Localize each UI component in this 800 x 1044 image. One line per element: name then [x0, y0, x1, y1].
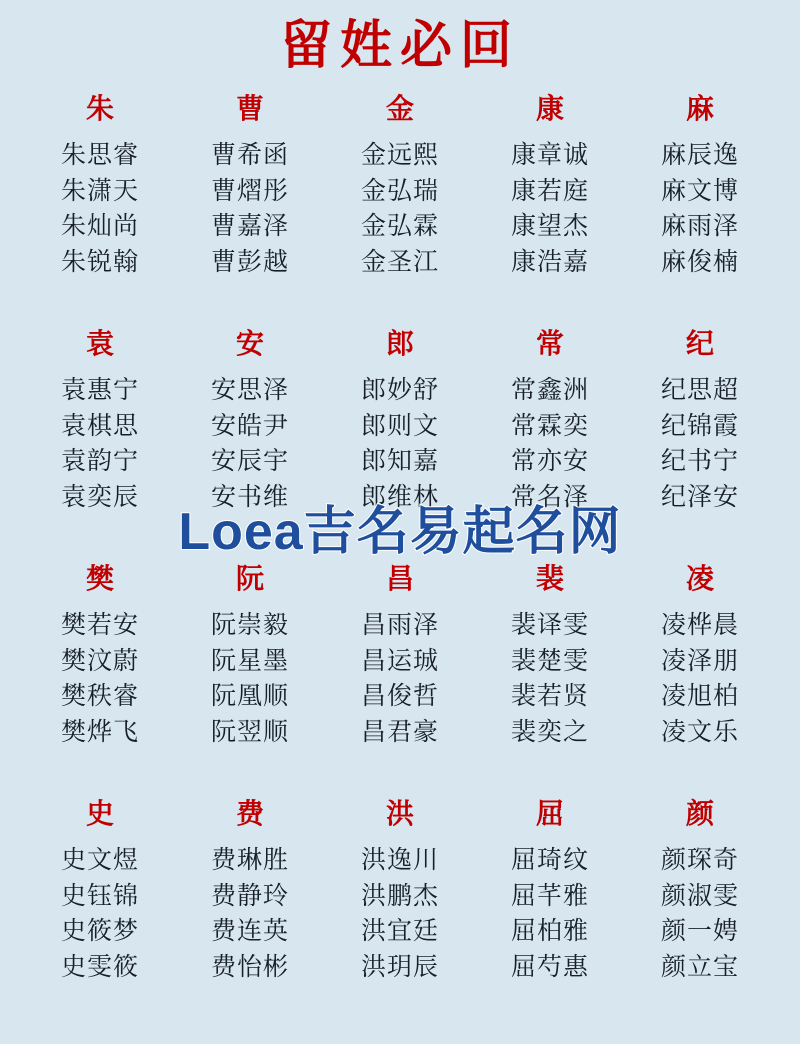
- list-item: 昌君豪: [360, 719, 439, 747]
- list-item: 常鑫洲: [510, 376, 589, 404]
- list-item: 费连英: [210, 918, 289, 946]
- list-item: 朱思睿: [60, 141, 139, 169]
- name-list: [180, 844, 320, 985]
- surname-heading: 金: [385, 94, 414, 126]
- list-item: 郎维林: [360, 484, 439, 512]
- name-list: [630, 844, 770, 985]
- surname-heading: 史: [85, 799, 114, 831]
- surname-group: [330, 563, 470, 798]
- list-item: 屈芊雅: [510, 882, 589, 910]
- list-item: 曹熠彤: [210, 177, 289, 205]
- list-item: 郎妙舒: [360, 376, 439, 404]
- name-list: [180, 609, 320, 750]
- list-item: 康望杰: [510, 213, 589, 241]
- list-item: 麻俊楠: [660, 249, 739, 277]
- name-list: [480, 844, 620, 985]
- list-item: 安辰宇: [210, 448, 289, 476]
- list-item: 纪书宁: [660, 448, 739, 476]
- surname-group: [180, 798, 320, 1033]
- list-item: 史筱梦: [60, 918, 139, 946]
- page-title: 留姓必回: [279, 18, 520, 75]
- surname-heading: 颜: [685, 799, 714, 831]
- surname-group: [30, 563, 170, 798]
- list-item: 颜一娉: [660, 918, 739, 946]
- surname-group: [480, 798, 620, 1033]
- surname-group: [630, 563, 770, 798]
- list-item: 安书维: [210, 484, 289, 512]
- list-item: 樊汶蔚: [60, 647, 139, 675]
- list-item: 颜淑雯: [660, 882, 739, 910]
- list-item: 史钰锦: [60, 882, 139, 910]
- list-item: 纪思超: [660, 376, 739, 404]
- list-item: 康浩嘉: [510, 249, 589, 277]
- surname-group: [330, 798, 470, 1033]
- list-item: 屈芍惠: [510, 954, 589, 982]
- list-item: 裴译雯: [510, 611, 589, 639]
- surname-group: [180, 93, 320, 328]
- surname-heading: 常: [535, 329, 564, 361]
- list-item: 纪泽安: [660, 484, 739, 512]
- list-item: 费琳胜: [210, 846, 289, 874]
- list-item: 洪鹏杰: [360, 882, 439, 910]
- list-item: 史文煜: [60, 846, 139, 874]
- surname-group: [30, 798, 170, 1033]
- list-item: 洪宜廷: [360, 918, 439, 946]
- list-item: 凌桦晨: [660, 611, 739, 639]
- surname-group: [630, 93, 770, 328]
- list-item: 曹彭越: [210, 249, 289, 277]
- surname-group: [30, 93, 170, 328]
- list-item: 颜琛奇: [660, 846, 739, 874]
- list-item: 麻辰逸: [660, 141, 739, 169]
- list-item: 凌文乐: [660, 719, 739, 747]
- list-item: 朱锐翰: [60, 249, 139, 277]
- name-list: [480, 139, 620, 280]
- surname-heading: 屈: [535, 799, 564, 831]
- list-item: 康章诚: [510, 141, 589, 169]
- surname-heading: 袁: [85, 329, 114, 361]
- watermark-text: Loea吉名易起名网: [178, 503, 622, 561]
- list-item: 樊烨飞: [60, 719, 139, 747]
- surname-heading: 纪: [685, 329, 714, 361]
- list-item: 安思泽: [210, 376, 289, 404]
- surname-heading: 裴: [535, 564, 564, 596]
- list-item: 屈琦纹: [510, 846, 589, 874]
- surname-heading: 昌: [385, 564, 414, 596]
- list-item: 昌雨泽: [360, 611, 439, 639]
- surname-heading: 洪: [385, 799, 414, 831]
- list-item: 郎知嘉: [360, 448, 439, 476]
- list-item: 屈柏雅: [510, 918, 589, 946]
- list-item: 阮凰顺: [210, 683, 289, 711]
- surname-heading: 曹: [235, 94, 264, 126]
- list-item: 昌俊哲: [360, 683, 439, 711]
- name-list: [330, 609, 470, 750]
- list-item: 费怡彬: [210, 954, 289, 982]
- list-item: 袁奕辰: [60, 484, 139, 512]
- list-item: 麻雨泽: [660, 213, 739, 241]
- grid-row: [0, 93, 800, 328]
- list-item: 裴楚雯: [510, 647, 589, 675]
- name-list: [330, 844, 470, 985]
- surname-heading: 郎: [385, 329, 414, 361]
- list-item: 阮翌顺: [210, 719, 289, 747]
- surname-group: [480, 93, 620, 328]
- surname-group: [180, 563, 320, 798]
- surname-heading: 麻: [685, 94, 714, 126]
- list-item: 洪逸川: [360, 846, 439, 874]
- list-item: 纪锦霞: [660, 412, 739, 440]
- list-item: 朱灿尚: [60, 213, 139, 241]
- surname-heading: 康: [535, 94, 564, 126]
- name-list: [330, 139, 470, 280]
- list-item: 袁惠宁: [60, 376, 139, 404]
- list-item: 裴奕之: [510, 719, 589, 747]
- list-item: 常名泽: [510, 484, 589, 512]
- list-item: 阮崇毅: [210, 611, 289, 639]
- name-list: [480, 609, 620, 750]
- list-item: 金远熙: [360, 141, 439, 169]
- list-item: 凌泽朋: [660, 647, 739, 675]
- list-item: 常亦安: [510, 448, 589, 476]
- list-item: 费静玲: [210, 882, 289, 910]
- list-item: 樊秩睿: [60, 683, 139, 711]
- list-item: 凌旭柏: [660, 683, 739, 711]
- list-item: 曹嘉泽: [210, 213, 289, 241]
- surname-heading: 阮: [235, 564, 264, 596]
- surname-group: [630, 798, 770, 1033]
- list-item: 常霖奕: [510, 412, 589, 440]
- surname-heading: 安: [235, 329, 264, 361]
- list-item: 樊若安: [60, 611, 139, 639]
- list-item: 金弘瑞: [360, 177, 439, 205]
- grid-row: [0, 798, 800, 1033]
- list-item: 安皓尹: [210, 412, 289, 440]
- name-list: [630, 139, 770, 280]
- surname-heading: 凌: [685, 564, 714, 596]
- surname-group: [330, 93, 470, 328]
- list-item: 金圣江: [360, 249, 439, 277]
- list-item: 朱潇天: [60, 177, 139, 205]
- list-item: 史雯筱: [60, 954, 139, 982]
- list-item: 颜立宝: [660, 954, 739, 982]
- list-item: 麻文博: [660, 177, 739, 205]
- list-item: 郎则文: [360, 412, 439, 440]
- surname-heading: 樊: [85, 564, 114, 596]
- list-item: 阮星墨: [210, 647, 289, 675]
- list-item: 洪玥辰: [360, 954, 439, 982]
- surname-heading: 费: [235, 799, 264, 831]
- surname-heading: 朱: [85, 94, 114, 126]
- list-item: 康若庭: [510, 177, 589, 205]
- list-item: 袁棋思: [60, 412, 139, 440]
- list-item: 裴若贤: [510, 683, 589, 711]
- name-list: [180, 139, 320, 280]
- name-list: [30, 609, 170, 750]
- list-item: 袁韵宁: [60, 448, 139, 476]
- list-item: 昌运珹: [360, 647, 439, 675]
- name-list: [30, 139, 170, 280]
- list-item: 金弘霖: [360, 213, 439, 241]
- name-list: [30, 844, 170, 985]
- list-item: 曹希函: [210, 141, 289, 169]
- surname-group: [480, 563, 620, 798]
- grid-row: [0, 563, 800, 798]
- name-list: [630, 609, 770, 750]
